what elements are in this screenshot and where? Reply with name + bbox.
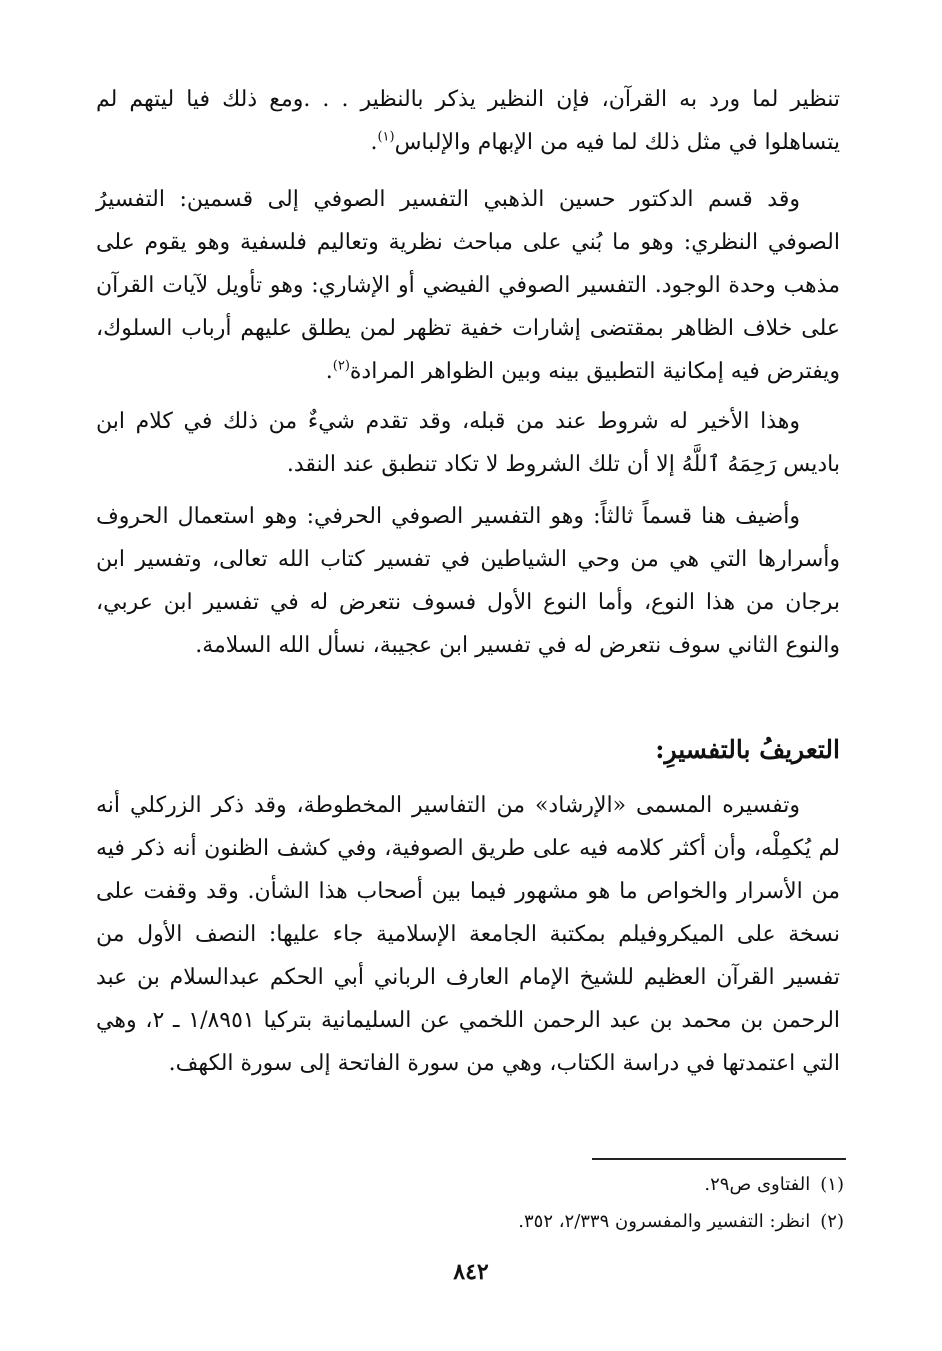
paragraph-2-body: وقد قسم الدكتور حسين الذهبي التفسير الصوفي إلى قسمين: التفسيرُ الصوفي النظري: وهو ما بُني على مباحث نظرية وتعاليم فلسفية وهو يقوم على مذهب وحدة الوجود. التفسير الصوفي الفيضي أو الإشاري: وهو تأويل لآيات القرآن على خلاف الظاهر بمقتضى إشارات خفية تظهر لمن يطلق عليهم أرباب السلوك، ويفترض فيه إمكانية التطبيق بينه وبين الظواهر المرادة [96,187,840,384]
footnote-2 [518,1207,844,1237]
paragraph-3-text: وهذا الأخير له شروط عند من قبله، وقد تقدم شيءٌ من ذلك في كلام ابن باديس رَحِمَهُ ٱللَّهُ إلا أن تلك الشروط لا تكاد تنطبق عند النقد. [96,409,840,477]
paragraph-4-text: وأضيف هنا قسماً ثالثاً: وهو التفسير الصوفي الحرفي: وهو استعمال الحروف وأسرارها التي هي من وحي الشياطين في تفسير كتاب الله تعالى، وتفسير ابن برجان من هذا النوع، وأما النوع الأول فسوف نتعرض له في تفسير ابن عربي، والنوع الثاني سوف نتعرض له في تفسير ابن عجيبة، نسأل الله السلامة. [96,504,840,658]
section-heading: التعريفُ بالتفسيرِ: [655,735,840,764]
footnote-1-number: (١) [820,1174,844,1195]
footnote-ref-2: (٢) [332,358,350,374]
footnote-2-number: (٢) [820,1211,844,1232]
paragraph-1-end: . [370,130,378,155]
footnote-1 [704,1170,844,1200]
footnote-divider [592,1158,846,1160]
paragraph-1-text [96,78,840,164]
footnote-ref-1: (١) [377,129,395,145]
paragraph-5 [96,784,840,1085]
footnote-2-text: انظر: التفسير والمفسرون ٢/٣٣٩، ٣٥٢. [518,1211,811,1232]
page-number: ٨٤٢ [453,1259,489,1285]
paragraph-2 [96,178,840,393]
paragraph-2-end: . [325,359,333,384]
paragraph-2-text [96,178,840,393]
paragraph-1-body: تنظير لما ورد به القرآن، فإن النظير يذكر بالنظير . . .ومع ذلك فيا ليتهم لم يتساهلوا في مثل ذلك لما فيه من الإبهام والإلباس [96,87,840,155]
paragraph-1 [96,78,840,164]
paragraph-5-text: وتفسيره المسمى «الإرشاد» من التفاسير المخطوطة، وقد ذكر الزركلي أنه لم يُكمِلْه، وأن أكثر كلامه فيه على طريق الصوفية، وفي كشف الظنون أنه ذكر فيه من الأسرار والخواص ما هو مشهور فيما بين أصحاب هذا الشأن. وقد وقفت على نسخة على الميكروفيلم بمكتبة الجامعة الإسلامية جاء عليها: النصف الأول من تفسير القرآن العظيم للشيخ الإمام العارف الرباني أبي الحكم عبدالسلام بن عبد الرحمن بن محمد بن عبد الرحمن اللخمي عن السليمانية بتركيا ١/٨٩٥١ ـ ٢، وهي التي اعتمدتها في دراسة الكتاب، وهي من سورة الفاتحة إلى سورة الكهف. [96,793,841,1076]
paragraph-4 [96,495,840,667]
paragraph-3 [96,400,840,486]
footnote-1-text: الفتاوى ص٢٩. [704,1174,811,1195]
